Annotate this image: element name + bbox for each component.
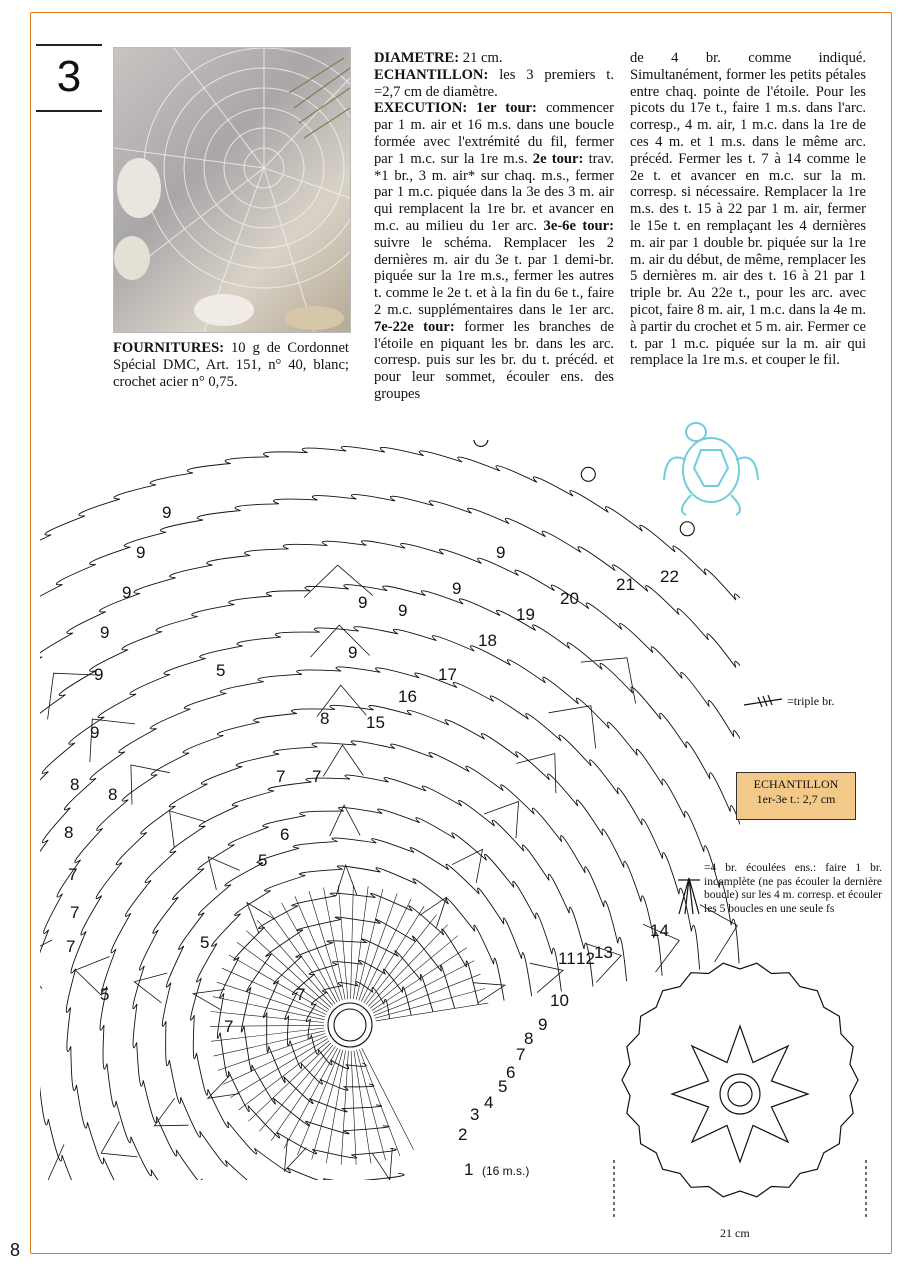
arc-count-label: 8	[320, 709, 330, 728]
diagram-size-label: 21 cm	[720, 1226, 750, 1240]
small-diagram-dimension-line	[614, 1160, 866, 1220]
execution-label: EXECUTION:	[374, 100, 468, 117]
chart-stitch-line	[100, 775, 593, 1180]
chart-chain-loop	[474, 440, 488, 446]
chart-stitch-line	[420, 897, 447, 928]
chart-stitch-line	[311, 625, 370, 657]
gauge-box-value: 1er-3e t.: 2,7 cm	[756, 792, 836, 806]
round-2-label: 2e tour:	[532, 150, 584, 167]
arc-count-label: 5	[216, 661, 226, 680]
arc-count-label: 9	[94, 665, 104, 684]
chart-stitch-line	[208, 857, 239, 890]
start-stitch-label: (16 m.s.)	[482, 1164, 530, 1178]
round-3-6-label: 3e-6e tour:	[543, 217, 615, 234]
chart-stitch-line	[330, 805, 360, 836]
arc-count-label: 8	[70, 775, 80, 794]
arc-count-label: 9	[90, 723, 100, 742]
arc-count-label: 9	[348, 643, 358, 662]
round-number-label: 9	[538, 1015, 548, 1034]
round-number-label: 13	[594, 943, 613, 962]
chart-stitch-line	[66, 741, 626, 1180]
arc-count-label: 7	[312, 767, 322, 786]
gauge-text: les 3 premiers t. =2,7 cm de diamètre.	[374, 66, 614, 100]
legend-cluster-text: =4 br. écoulées ens.: faire 1 br. incomplète (ne pas écouler la dernière boucle) sur les 4 m. corresp. et écouler les 5 boucles en une seule fs	[704, 862, 882, 915]
round-number-label: 8	[524, 1029, 534, 1048]
chart-stitch-line	[193, 989, 225, 1009]
round-1-label: 1er tour:	[476, 100, 537, 117]
pattern-number-box	[36, 44, 102, 112]
chart-stitch-line	[229, 955, 328, 1012]
arc-count-label: 5	[200, 933, 210, 952]
round-number-label: 17	[438, 665, 457, 684]
arc-count-label: 7	[68, 865, 78, 884]
round-number-label: 19	[516, 605, 535, 624]
chart-stitch-line	[134, 973, 167, 1003]
arc-count-label: 9	[358, 593, 368, 612]
round-number-label: 22	[660, 567, 679, 586]
round-number-label: 20	[560, 589, 579, 608]
chart-stitch-line	[257, 920, 333, 1005]
chart-stitch-line	[324, 888, 346, 1000]
chart-stitch-line	[223, 1036, 326, 1084]
chart-stitch-line	[154, 1098, 188, 1126]
chart-stitch-line	[359, 1049, 400, 1156]
chart-stitch-line	[241, 917, 454, 1134]
arc-count-label: 9	[162, 503, 172, 522]
arc-count-label: 9	[136, 543, 146, 562]
chart-stitch-line	[217, 893, 478, 1158]
arc-count-label: 5	[258, 851, 268, 870]
round-number-label: 14	[650, 921, 669, 940]
chart-stitch-line	[170, 811, 205, 847]
round-number-label: 4	[484, 1093, 494, 1112]
round-7-22-label: 7e-22e tour:	[374, 318, 455, 335]
chart-stitch-line	[549, 706, 596, 749]
round-number-label: 21	[616, 575, 635, 594]
instructions-column-1	[374, 50, 614, 403]
supplies-label: FOURNITURES:	[113, 340, 225, 356]
chart-chain-loop	[334, 1009, 366, 1041]
cluster-stitch-icon	[676, 874, 702, 918]
arc-count-label: 7	[296, 985, 306, 1004]
small-diagram	[600, 960, 880, 1220]
arc-count-label: 7	[66, 937, 76, 956]
pattern-number: 3	[56, 52, 82, 101]
round-number-label: 10	[550, 991, 569, 1010]
arc-count-label: 6	[280, 825, 290, 844]
small-diagram-center-ring	[728, 1082, 752, 1106]
chart-chain-loop	[581, 467, 595, 481]
round-1-text: commencer par 1 m. air et 16 m.s. dans une boucle formée avec l'extrémité du fil, fermer par 1 m.c. sur la 1re m.s.	[374, 100, 615, 167]
chart-stitch-line	[48, 1145, 87, 1181]
page-number: 8	[10, 1240, 21, 1260]
chart-chain-loop	[680, 522, 694, 536]
gauge-box	[736, 772, 856, 820]
chart-stitch-line	[323, 745, 363, 776]
arc-count-label: 9	[496, 543, 506, 562]
legend-cluster	[704, 862, 882, 916]
chart-stitch-line	[131, 765, 170, 805]
gauge-box-title: ECHANTILLON	[753, 777, 839, 791]
arc-count-label: 7	[224, 1017, 234, 1036]
round-number-label: 6	[506, 1063, 516, 1082]
chart-stitch-line	[326, 1051, 345, 1163]
arc-count-label: 9	[122, 583, 132, 602]
chart-stitch-line	[48, 673, 101, 719]
round-number-label: 15	[366, 713, 385, 732]
chart-stitch-line	[376, 1003, 489, 1021]
chart-stitch-line	[222, 968, 326, 1014]
round-number-label: 18	[478, 631, 497, 650]
round-2-text: trav. *1 br., 3 m. air* sur chaq. m.s., fermer par 1 m.c. piquée dans la 3e des 3 m. air qui remplacent la 1re br. et avancer en m.c. au milieu du 1er arc.	[374, 150, 614, 234]
chart-stitch-line	[285, 1139, 307, 1171]
chart-stitch-line	[40, 705, 662, 1180]
chart-stitch-line	[284, 1048, 338, 1149]
chart-stitch-line	[312, 1050, 343, 1160]
gauge-label: ECHANTILLON:	[374, 66, 489, 83]
instructions-column-2	[630, 50, 866, 369]
supplies-block	[113, 340, 349, 390]
chart-stitch-line	[484, 802, 518, 839]
round-7-22-text: former les branches de l'étoile en piquant les br. dans les arc. corresp. puis sur les br. du t. précéd. et pour leur sommet, écouler ens. des groupes	[374, 318, 615, 402]
legend-triple-text: =triple br.	[787, 694, 835, 708]
chart-stitch-line	[516, 754, 556, 794]
legend-triple	[742, 694, 834, 709]
round-number-label: 2	[458, 1125, 468, 1144]
arc-count-label: 9	[452, 579, 462, 598]
chart-stitch-line	[298, 1049, 341, 1155]
arc-count-label: 7	[276, 767, 286, 786]
triple-stitch-icon	[742, 695, 784, 709]
round-number-label: 7	[516, 1045, 526, 1064]
arc-count-label: 7	[70, 903, 80, 922]
round-number-label: 12	[576, 949, 595, 968]
round-number-label: 3	[470, 1105, 480, 1124]
small-diagram-star	[672, 1026, 808, 1162]
round-3-6-text: suivre le schéma. Remplacer les 2 dernières m. air du 3e t. par 1 demi-br. piquée sur la 1re m.s., fermer les autres t. comme le 2e t. et à la fin du 6e t., faire 2 m.c. supplémentaires dans le 1er arc.	[374, 234, 614, 318]
chart-stitch-line	[374, 974, 480, 1015]
supplies-text: 10 g de Cordonnet Spécial DMC, Art. 151, n° 40, blanc; crochet acier n° 0,75.	[113, 340, 349, 390]
round-number-label: 11	[558, 949, 576, 968]
round-number-label: 5	[498, 1077, 508, 1096]
diameter-label: DIAMETRE:	[374, 50, 460, 66]
chart-chain-loop	[328, 1003, 372, 1047]
chart-stitch-line	[338, 886, 348, 1000]
round-number-label: 1	[464, 1160, 474, 1179]
round-number-label: 16	[398, 687, 417, 706]
chart-stitch-line	[361, 899, 411, 1002]
small-diagram-center	[720, 1074, 760, 1114]
arc-count-label: 8	[108, 785, 118, 804]
arc-count-label: 9	[398, 601, 408, 620]
chart-stitch-line	[581, 658, 636, 704]
instructions-continued: de 4 br. comme indiqué. Simultanément, former les petits pétales entre chaq. pointe de l'étoile. Pour les picots du 17e t., faire 1 m.s. dans l'arc. corresp., 4 m. air, 1 m.c. dans la 1re de ces 4 m. et 1 m.s. dans le même arc. précéd. Fermer les t. 7 à 14 comme le 2e t. et avancer en m.c. sur la m. corresp. si nécessaire. Remplacer la 1re m.s. des t. 15 à 22 par 1 m. air, fermer le 15e t. en remplaçant les 4 dernières m. air par 1 double br. piquée sur la 1re m. air du début, de même, remplacer les 5 dernières m. air des t. 16 à 21 par 1 triple br. Au 22e t., pour les arc. avec picot, faire 8 m. air, 1 m.c. dans la 4e m. à partir du crochet et 5 m. air. Fermer ce t. par 1 m.c. piquée sur la m. air qui remplace la 1re m.s. et couper le fil.	[630, 50, 866, 369]
chart-stitch-line	[309, 891, 342, 1000]
diameter-text: 21 cm.	[462, 50, 503, 66]
chart-stitch-line	[282, 903, 338, 1002]
chart-stitch-line	[452, 849, 483, 883]
chart-stitch-line	[218, 1033, 326, 1070]
doily-photo	[113, 47, 351, 333]
arc-count-label: 5	[100, 985, 110, 1004]
arc-count-label: 9	[100, 623, 110, 642]
arc-count-label: 8	[64, 823, 74, 842]
